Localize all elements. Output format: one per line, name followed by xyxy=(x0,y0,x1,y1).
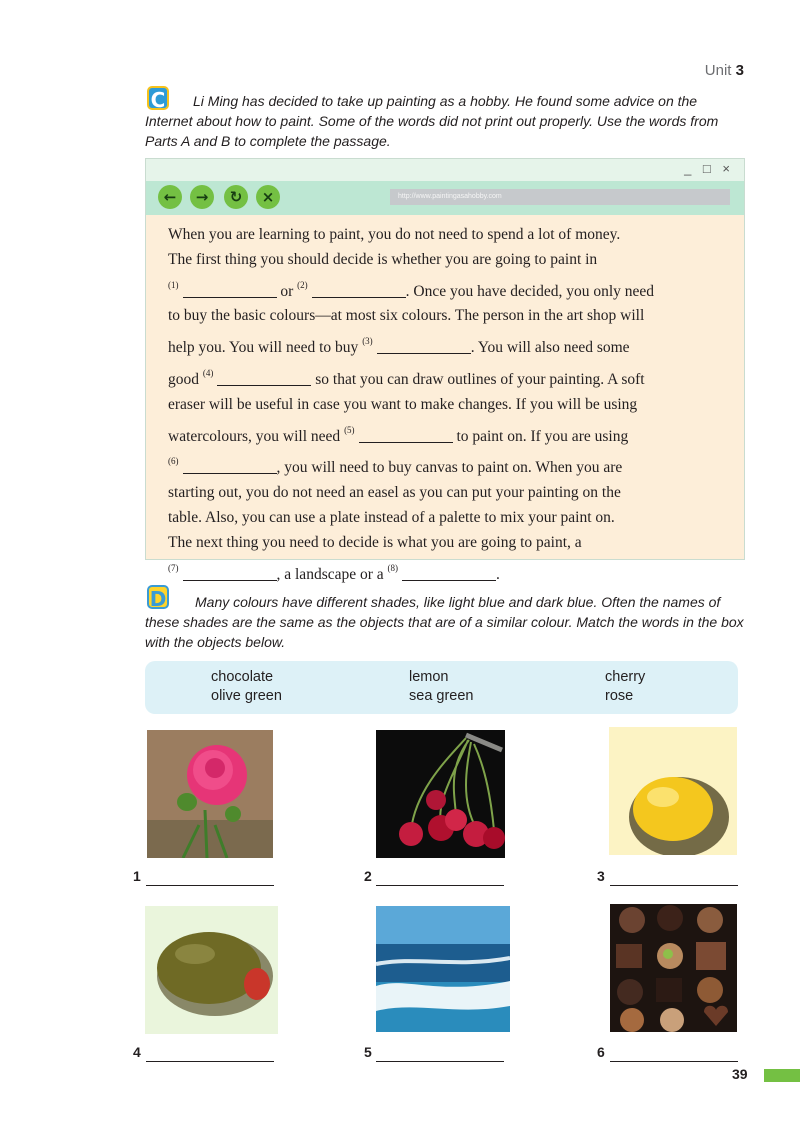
blank-number: (6) xyxy=(168,456,179,467)
item-number: 2 xyxy=(364,868,372,884)
window-controls[interactable]: _ □ × xyxy=(684,161,734,176)
olive-picture xyxy=(145,906,278,1034)
word-option: cherry xyxy=(605,669,646,685)
unit-word: Unit xyxy=(704,62,732,79)
passage-line: to buy the basic colours—at most six colours. The person in the art shop will xyxy=(168,307,645,325)
section-c-badge: C xyxy=(147,86,169,110)
unit-number: 3 xyxy=(735,62,744,79)
close-icon[interactable]: × xyxy=(256,185,280,209)
lemon-picture xyxy=(609,727,737,855)
passage-line: eraser will be useful in case you want to make changes. If you will be using xyxy=(168,395,638,413)
word-box xyxy=(145,661,738,714)
answer-blank[interactable] xyxy=(183,458,277,474)
passage-line xyxy=(168,329,728,361)
passage-text: , you will need to buy canvas to paint on. When you are xyxy=(276,459,623,477)
passage-line: The next thing you need to decide is what you are going to paint, a xyxy=(168,533,582,551)
answer-blank[interactable] xyxy=(359,427,453,443)
answer-line[interactable] xyxy=(610,884,738,886)
section-d-badge: D xyxy=(147,585,169,609)
passage-text: help you. You will need to buy xyxy=(168,339,359,357)
refresh-icon[interactable]: ↻ xyxy=(224,185,248,209)
passage-text: . You will also need some xyxy=(470,339,630,357)
item-number: 6 xyxy=(597,1044,605,1060)
passage-line: When you are learning to paint, you do not need to spend a lot of money. xyxy=(168,226,621,243)
passage-line xyxy=(168,418,728,450)
passage xyxy=(168,223,728,587)
answer-line[interactable] xyxy=(146,1060,274,1062)
answer-blank[interactable] xyxy=(377,338,471,354)
sea-picture xyxy=(376,906,510,1032)
passage-text: good xyxy=(168,370,199,388)
page-tab xyxy=(764,1069,800,1082)
unit-label xyxy=(705,62,744,79)
url-bar[interactable]: http://www.paintingasahobby.com xyxy=(390,189,730,205)
passage-text: or xyxy=(280,282,294,300)
browser-window xyxy=(145,158,745,583)
item-number: 4 xyxy=(133,1044,141,1060)
blank-number: (8) xyxy=(387,562,399,573)
forward-arrow-icon[interactable]: → xyxy=(190,185,214,209)
word-option: rose xyxy=(605,688,634,704)
passage-text: to paint on. If you are using xyxy=(456,427,629,445)
passage-text: watercolours, you will need xyxy=(168,427,341,445)
blank-number: (7) xyxy=(168,562,179,573)
passage-line: starting out, you do not need an easel as you can put your painting on the xyxy=(168,484,621,502)
rose-picture xyxy=(147,730,273,858)
chocolates-picture xyxy=(610,904,737,1032)
cherries-picture xyxy=(376,730,505,858)
passage-line: table. Also, you can use a plate instead of a palette to mix your paint on. xyxy=(168,508,615,526)
blank-number: (1) xyxy=(168,279,179,290)
word-option: olive green xyxy=(211,688,282,704)
item-number: 5 xyxy=(364,1044,372,1060)
answer-blank[interactable] xyxy=(402,565,496,581)
answer-blank[interactable] xyxy=(183,565,277,581)
section-d-instructions: Many colours have different shades, like light blue and dark blue. Often the names of these shades are the same as the objects that are of a similar colour. Match the words in the box with the objects below. xyxy=(145,594,744,650)
item-number: 1 xyxy=(133,868,141,884)
answer-line[interactable] xyxy=(146,884,274,886)
answer-line[interactable] xyxy=(610,1060,738,1062)
answer-blank[interactable] xyxy=(217,370,311,386)
word-option: lemon xyxy=(409,669,449,685)
answer-blank[interactable] xyxy=(183,282,277,298)
item-number: 3 xyxy=(597,868,605,884)
blank-number: (4) xyxy=(202,367,214,378)
blank-number: (2) xyxy=(297,279,308,290)
passage-text: so that you can draw outlines of your painting. A soft xyxy=(315,370,645,388)
section-c-instructions: Li Ming has decided to take up painting as a hobby. He found some advice on the Internet about how to paint. Some of the words did not print out properly. Use the words from Parts A and B to complete the passage. xyxy=(145,93,719,149)
page-number: 39 xyxy=(732,1066,748,1082)
blank-number: (5) xyxy=(344,424,355,435)
back-arrow-icon[interactable]: ← xyxy=(158,185,182,209)
passage-text: . Once you have decided, you only need xyxy=(405,282,655,300)
answer-blank[interactable] xyxy=(312,282,406,298)
passage-line xyxy=(168,273,728,305)
blank-number: (3) xyxy=(362,336,373,347)
answer-line[interactable] xyxy=(376,1060,504,1062)
passage-line: The first thing you should decide is whether you are going to paint in xyxy=(168,250,598,268)
passage-line xyxy=(168,449,728,481)
browser-titlebar xyxy=(146,159,744,181)
word-option: chocolate xyxy=(211,669,274,685)
passage-line xyxy=(168,361,728,393)
word-option: sea green xyxy=(409,688,474,704)
passage-text: , a landscape or a xyxy=(276,565,384,583)
answer-line[interactable] xyxy=(376,884,504,886)
passage-text: . xyxy=(496,565,500,583)
passage-line xyxy=(168,556,728,588)
